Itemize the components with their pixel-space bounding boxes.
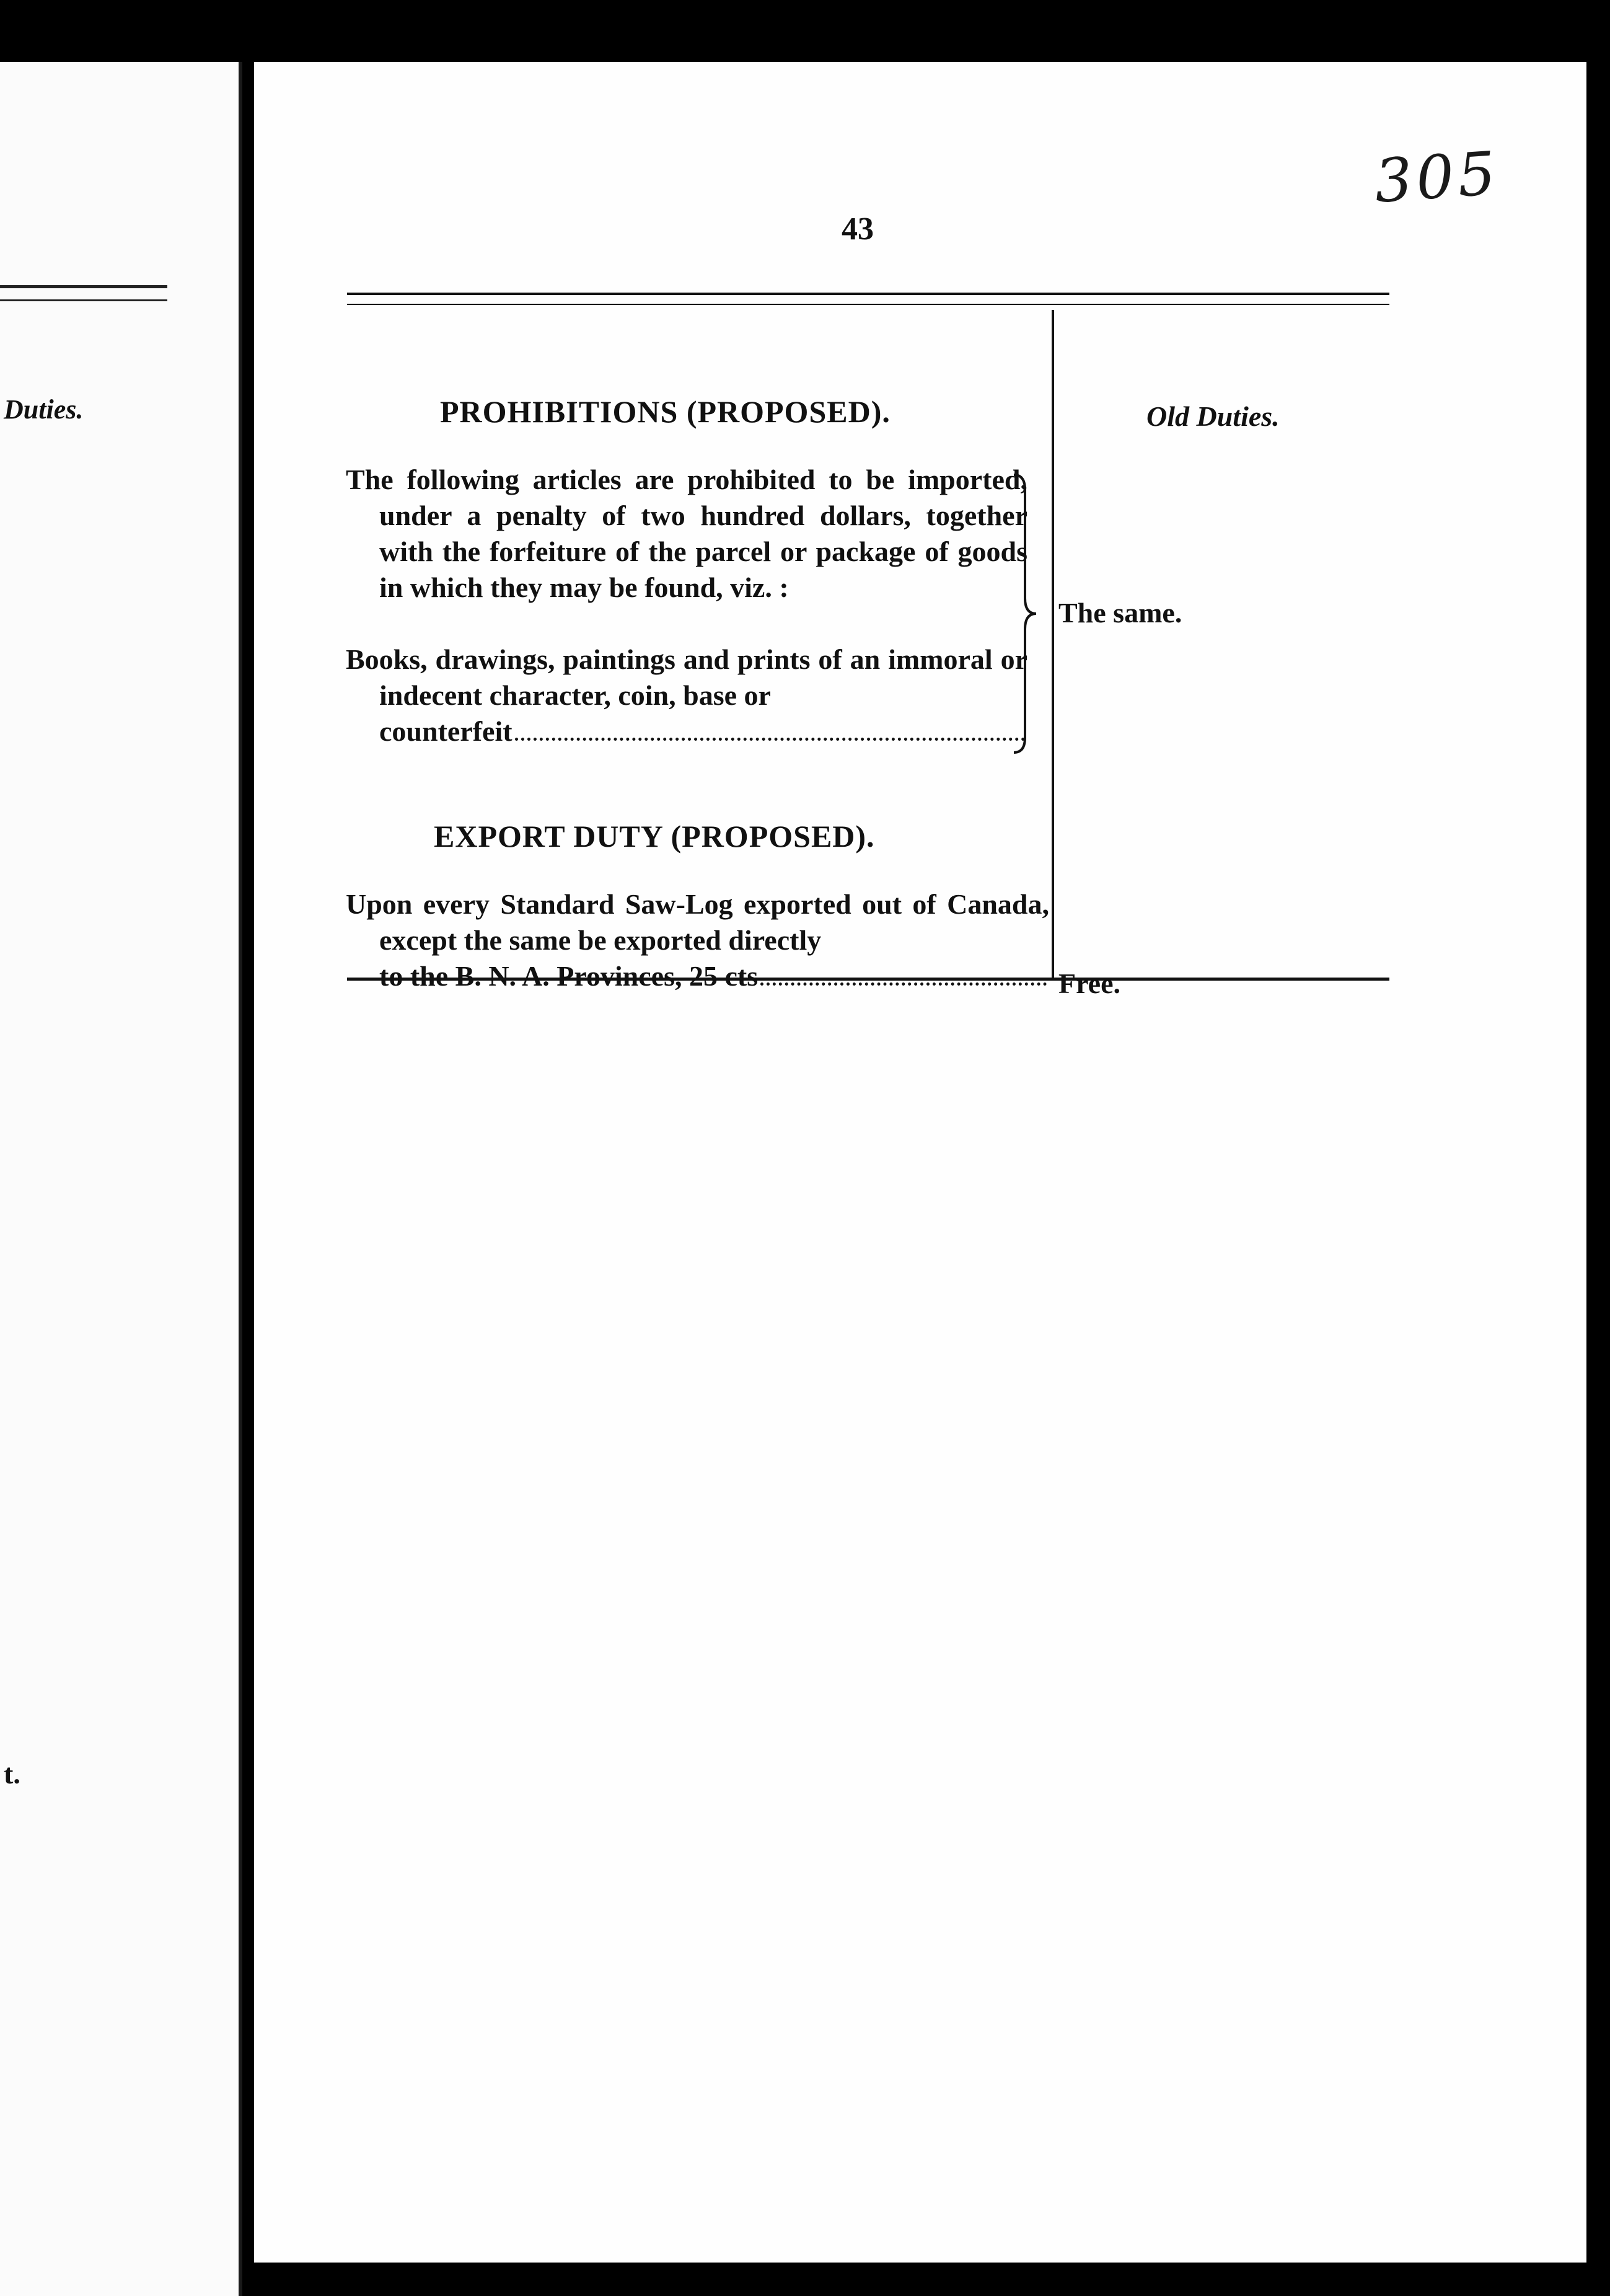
dot-leader <box>760 982 1047 986</box>
prohibitions-paragraph-2-text: Books, drawings, paintings and prints of an immoral or indecent character, coin, base or <box>346 643 1027 711</box>
dot-leader <box>515 737 1025 741</box>
export-duty-title: EXPORT DUTY (PROPOSED). <box>434 819 875 854</box>
prohibitions-leader-line <box>379 713 1027 749</box>
curly-brace-icon <box>1011 471 1040 756</box>
top-double-rule <box>347 293 1389 305</box>
page-number: 43 <box>842 211 874 247</box>
export-old-duty: Free. <box>1058 968 1121 999</box>
left-page-rule <box>0 285 167 301</box>
prohibitions-title: PROHIBITIONS (PROPOSED). <box>440 394 891 429</box>
export-leader-line <box>379 958 1049 994</box>
bottom-rule <box>347 978 1389 981</box>
left-page-fragment: t. <box>4 1758 20 1790</box>
prohibitions-last-item: counterfeit <box>379 715 512 747</box>
document-page <box>254 62 1586 2263</box>
left-page-heading: Duties. <box>4 394 84 425</box>
old-duties-heading: Old Duties. <box>1146 400 1280 432</box>
prohibitions-paragraph-1: The following articles are prohibited to be imported, under a penalty of two hundred dollars, together with the forfeiture of the parcel or package of goods in which they may be found, viz. : <box>346 464 1027 603</box>
column-divider <box>1052 310 1054 978</box>
prohibitions-old-duty: The same. <box>1058 597 1182 629</box>
export-paragraph-text: Upon every Standard Saw-Log exported out of Canada, except the same be exported directly <box>346 888 1049 956</box>
prohibitions-paragraph-2 <box>346 642 1027 749</box>
left-facing-page <box>0 62 242 2296</box>
export-last-line: to the B. N. A. Provinces, 25 cts <box>379 960 759 992</box>
handwritten-page-number: 305 <box>1372 138 1502 216</box>
